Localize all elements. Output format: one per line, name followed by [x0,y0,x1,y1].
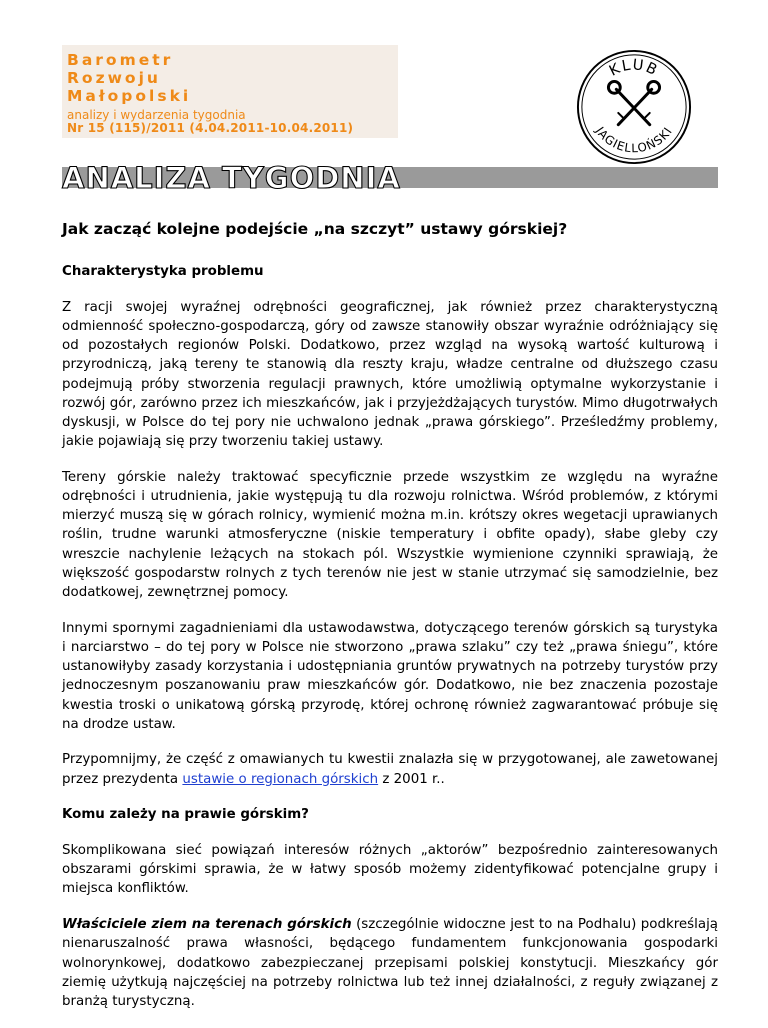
paragraph-text: Przypomnijmy, że część z omawianych tu kwestii znalazła się w przygotowanej, ale zawetowanej przez prezydenta [62,752,718,787]
brand-title [67,51,191,105]
article-body [62,262,718,1028]
header-subtitle: analizy i wydarzenia tygodnia [67,108,246,122]
law-link[interactable]: ustawie o regionach górskich [182,771,379,787]
brand-line-3: Małopolski [67,87,192,105]
section-banner-title: ANALIZA TYGODNIA [62,161,401,195]
issue-number: Nr 15 (115)/2011 (4.04.2011-10.04.2011) [67,121,354,135]
crossed-keys-icon [608,81,659,124]
seal-bottom-text: JAGIELLOŃSKI [592,124,676,156]
paragraph: Tereny górskie należy traktować specyficznie przede wszystkim ze względu na wyraźne odrębności i utrudnienia, jakie występują tu dla rozwoju rolnictwa. Wśród problemów, z którymi mierzyć muszą się w górach rolnicy, wymienić można m.in. krótszy okres wegetacji uprawianych roślin, trudne warunki atmosferyczne (niskie temperatury i obfite opady), słabe gleby czy wreszcie nachylenie leżących na stokach pól. Wszystkie wymienione czynniki sprawiają, że większość gospodarstw rolnych z tych terenów nie jest w stanie utrzymać się samodzielnie, bez dodatkowej, zewnętrznej pomocy. [62,469,718,601]
section-heading: Charakterystyka problemu [62,264,264,279]
svg-text:KLUB [606,56,661,79]
klub-jagiellonski-seal-logo [575,48,693,166]
emphasis-text: Właściciele ziem na terenach górskich [62,917,352,933]
paragraph [62,750,718,788]
paragraph: Skomplikowana sieć powiązań interesów różnych „aktorów” bezpośrednio zainteresowanych obszarami górskimi sprawia, że w łatwy sposób możemy zidentyfikować potencjalne grupy i miejsca konfliktów. [62,843,718,897]
article-title: Jak zacząć kolejne podejście „na szczyt” ustawy górskiej? [62,220,568,238]
seal-top-text: KLUB [606,56,662,80]
paragraph: Innymi spornymi zagadnieniami dla ustawodawstwa, dotyczącego terenów górskich są turystyka i narciarstwo – do tej pory w Polsce nie stworzono „prawa szlaku” czy też „prawa śniegu”, które ustanowiłyby zasady korzystania i udostępniania gruntów prywatnych na potrzeby turystów przy jednoczesnym poszanowaniu praw mieszkańców gór. Dodatkowo, nie bez znaczenia pozostaje kwestia troski o unikatową górską przyrodę, której ochronę również zagwarantować próbuje się na drodze ustaw. [62,620,718,732]
brand-line-2: Rozwoju [67,69,161,87]
paragraph: Z racji swojej wyraźnej odrębności geograficznej, jak również przez charakterystyczną odmienność społeczno-gospodarczą, góry od zawsze stanowiły obszar wyraźnie odróżniający się od pozostałych regionów Polski. Dodatkowo, przez wzgląd na wysoką wartość kulturową i przyrodniczą, jaką tereny te stanowią dla reszty kraju, władze centralne od dłuższego czasu podejmują próby stworzenia regulacji prawnych, które umożliwią optymalne wykorzystanie i rozwój gór, zarówno przez ich mieszkańców, jak i przyjeżdżających turystów. Mimo długotrwałych dyskusji, w Polsce do tej pory nie uchwalono jednak „prawa górskiego”. Prześledźmy problemy, jakie pojawiają się przy tworzeniu takiej ustawy. [62,299,718,450]
paragraph-text: (szczególnie widoczne jest to na Podhalu) podkreślają nienaruszalność prawa własności, będącego fundamentem funkcjonowania gospodarki wolnorynkowej, dodatkowo zabezpieczanej przepisami polskiej konstytucji. Mieszkańcy gór ziemię użytkują najczęściej na potrzeby rolnictwa lub też innej działalności, z reguły związanej z branżą turystyczną. [62,917,719,1009]
section-heading: Komu zależy na prawie górskim? [62,807,309,823]
paragraph-text: z 2001 r.. [378,771,445,787]
paragraph [62,915,718,1011]
brand-line-1: Barometr [67,51,174,69]
